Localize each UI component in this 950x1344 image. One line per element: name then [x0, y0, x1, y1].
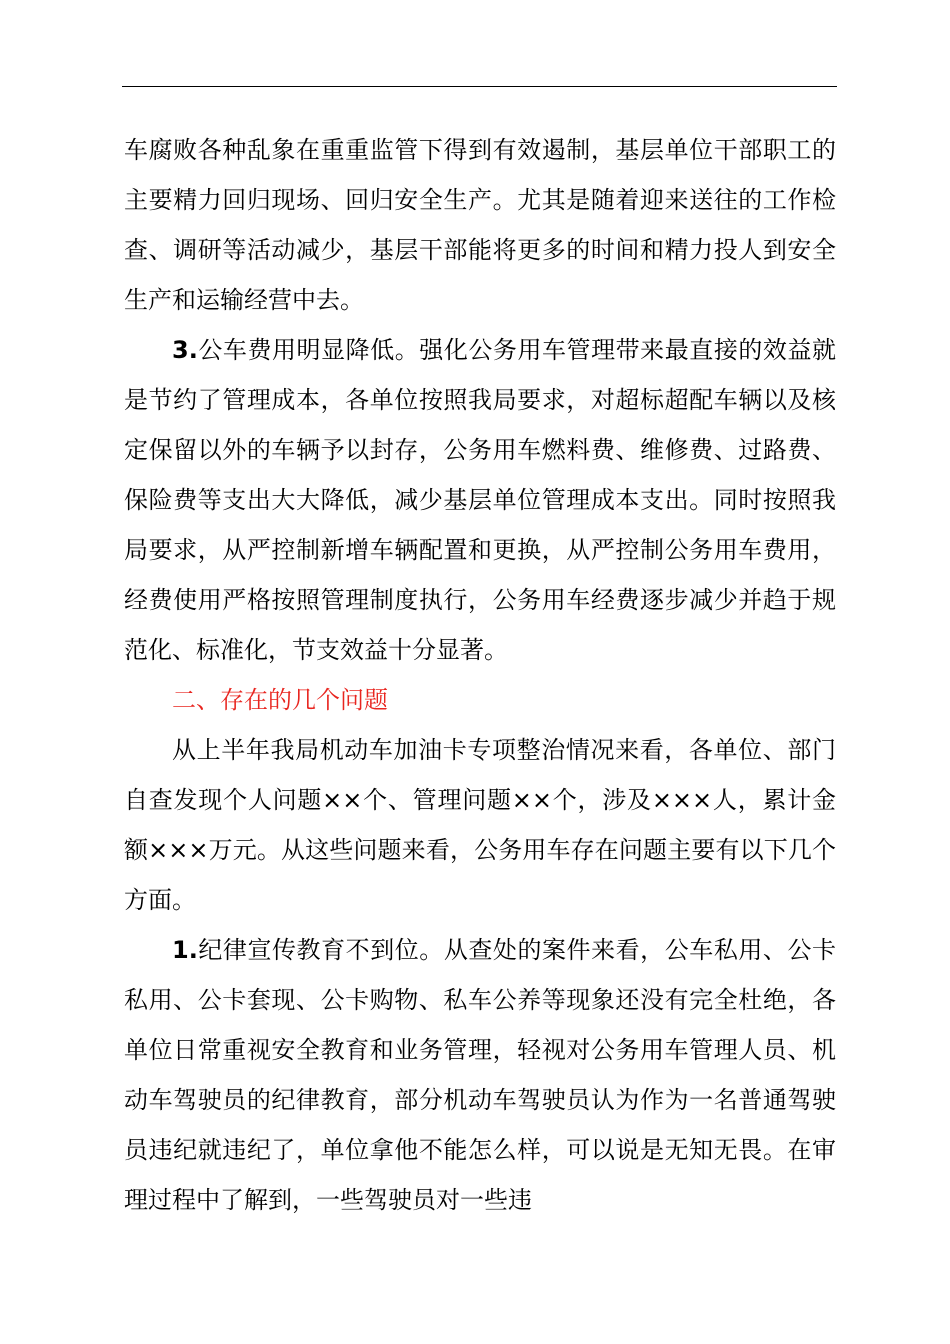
paragraph-public-car-costs	[124, 325, 836, 675]
document-body	[124, 125, 836, 1225]
paragraph-self-inspection: 从上半年我局机动车加油卡专项整治情况来看，各单位、部门自查发现个人问题××个、管理问题××个，涉及×××人，累计金额×××万元。从这些问题来看，公务用车存在问题主要有以下几个方面。	[124, 736, 836, 914]
paragraph-text: 公车费用明显降低。强化公务用车管理带来最直接的效益就是节约了管理成本，各单位按照我局要求，对超标超配车辆以及核定保留以外的车辆予以封存，公务用车燃料费、维修费、过路费、保险费等支出大大降低，减少基层单位管理成本支出。同时按照我局要求，从严控制新增车辆配置和更换，从严控制公务用车费用，经费使用严格按照管理制度执行，公务用车经费逐步减少并趋于规范化、标准化，节支效益十分显著。	[124, 336, 836, 664]
paragraph-number: 3.	[172, 336, 198, 364]
section-heading-problems: 二、存在的几个问题	[172, 686, 388, 714]
paragraph-number: 1.	[172, 936, 198, 964]
paragraph-continuation: 车腐败各种乱象在重重监管下得到有效遏制，基层单位干部职工的主要精力回归现场、回归安全生产。尤其是随着迎来送往的工作检查、调研等活动减少，基层干部能将更多的时间和精力投人到安全生产和运输经营中去。	[124, 136, 836, 314]
header-rule	[122, 86, 837, 87]
paragraph-text: 纪律宣传教育不到位。从查处的案件来看，公车私用、公卡私用、公卡套现、公卡购物、私车公养等现象还没有完全杜绝，各单位日常重视安全教育和业务管理，轻视对公务用车管理人员、机动车驾驶员的纪律教育，部分机动车驾驶员认为作为一名普通驾驶员违纪就违纪了，单位拿他不能怎么样，可以说是无知无畏。在审理过程中了解到，一些驾驶员对一些违	[124, 936, 836, 1214]
paragraph-discipline-education	[124, 925, 836, 1225]
